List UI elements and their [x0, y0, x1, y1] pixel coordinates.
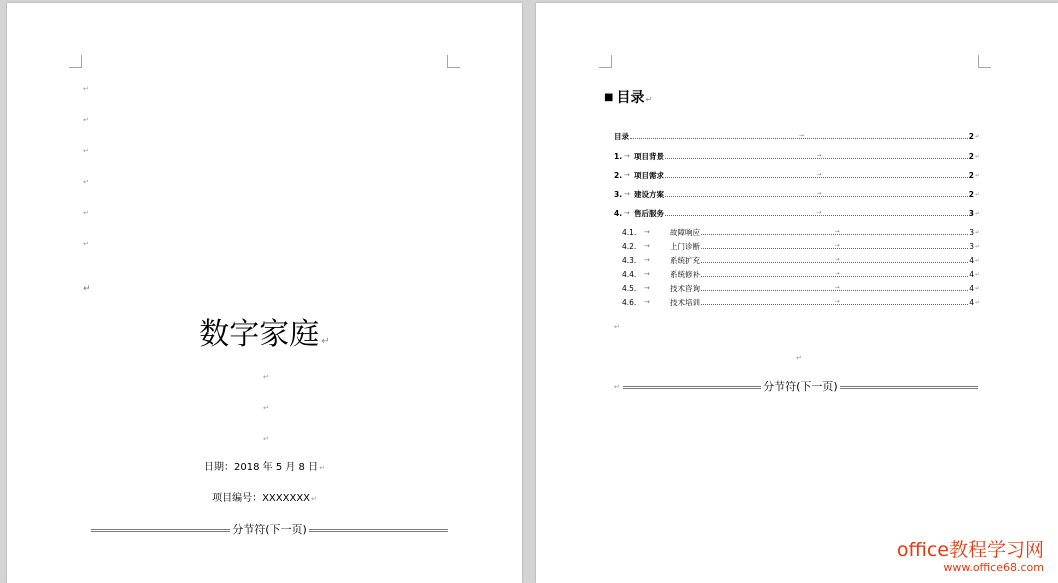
- section-break-rule: [840, 386, 978, 389]
- toc-entry-text: 上门诊断: [670, 242, 700, 251]
- tab-arrow-icon: →: [816, 209, 822, 216]
- tab-arrow-icon: →: [644, 228, 650, 236]
- paragraph-mark-icon: ↵: [974, 271, 980, 278]
- tab-arrow-icon: →: [644, 298, 650, 306]
- tab-arrow-icon: →: [834, 256, 840, 263]
- tab-arrow-icon: →: [816, 152, 822, 159]
- tab-arrow-icon: →: [834, 228, 840, 235]
- tab-arrow-icon: →: [644, 242, 650, 250]
- section-break-rule: [623, 386, 761, 389]
- tab-arrow-icon: →: [624, 209, 630, 217]
- tab-arrow-icon: →: [834, 242, 840, 249]
- toc-page-number: 3: [969, 242, 974, 251]
- toc-leader-dots: [701, 228, 968, 235]
- paragraph-mark-icon: ↵: [974, 257, 980, 264]
- toc-entry-text: 技术培训: [670, 298, 700, 307]
- toc-leader-dots: [665, 171, 968, 178]
- toc-leader-dots: [701, 284, 968, 291]
- tab-arrow-icon: →: [816, 190, 822, 197]
- tab-arrow-icon: →: [834, 284, 840, 291]
- toc-entry-text: 技术咨询: [670, 284, 700, 293]
- document-title[interactable]: [7, 315, 522, 362]
- toc-leader-dots: [665, 209, 968, 216]
- toc-heading[interactable]: [604, 88, 652, 110]
- toc-entry[interactable]: [622, 225, 980, 237]
- tab-arrow-icon: →: [798, 132, 804, 139]
- paragraph-mark-icon: ↵: [645, 95, 653, 104]
- paragraph-mark-icon: ↵: [796, 354, 802, 362]
- toc-entry-number: 4.2.: [622, 242, 637, 251]
- paragraph-mark-icon: ↵: [83, 85, 89, 93]
- toc-page-number: 2: [968, 152, 974, 161]
- toc-entry[interactable]: [622, 239, 980, 251]
- tab-arrow-icon: →: [644, 256, 650, 264]
- toc-entry-text: 售后服务: [634, 209, 664, 218]
- margin-corner-icon: [447, 55, 460, 68]
- toc-page-number: 2: [968, 190, 974, 199]
- date-text: 日期：2018 年 5 月 8 日: [204, 462, 319, 473]
- paragraph-mark-icon: ↵: [974, 153, 980, 160]
- toc-entry-number: 4.5.: [622, 284, 637, 293]
- toc-entry[interactable]: [614, 206, 980, 218]
- toc-entry-text: 项目需求: [634, 171, 664, 180]
- toc-entry-text: 故障响应: [670, 228, 700, 237]
- toc-leader-dots: [701, 270, 968, 277]
- toc-entry-text: 建设方案: [634, 190, 664, 199]
- toc-entry-text: 目录: [614, 132, 629, 141]
- toc-page-number: 4: [969, 284, 974, 293]
- paragraph-mark-icon: ↵: [974, 172, 980, 179]
- toc-entry-number: 1.: [614, 152, 623, 161]
- paragraph-mark-icon: ↵: [263, 373, 269, 381]
- toc-page-number: 3: [968, 209, 974, 218]
- watermark-title: office教程学习网: [896, 539, 1044, 561]
- toc-leader-dots: [701, 256, 968, 263]
- paragraph-mark-icon: ↵: [83, 209, 89, 217]
- section-break-label: 分节符(下一页): [763, 380, 838, 393]
- heading-bullet-icon: ■: [604, 92, 614, 103]
- cover-page: [7, 3, 522, 583]
- toc-entry-number: 4.4.: [622, 270, 637, 279]
- tab-arrow-icon: →: [834, 298, 840, 305]
- document-title-text: 数字家庭: [199, 317, 320, 352]
- toc-entry-number: 3.: [614, 190, 623, 199]
- paragraph-mark-icon: ↵: [321, 336, 330, 347]
- paragraph-mark-icon: ↵: [311, 495, 317, 503]
- toc-entry-number: 4.: [614, 209, 623, 218]
- toc-page-number: 4: [969, 270, 974, 279]
- paragraph-mark-icon: ↵: [263, 435, 269, 443]
- tab-arrow-icon: →: [816, 171, 822, 178]
- tab-arrow-icon: →: [644, 284, 650, 292]
- section-break-label: 分节符(下一页): [232, 523, 307, 536]
- tab-arrow-icon: →: [624, 152, 630, 160]
- tab-arrow-icon: →: [644, 270, 650, 278]
- toc-page-number: 4: [969, 298, 974, 307]
- toc-leader-dots: [665, 152, 968, 159]
- tab-arrow-icon: →: [624, 190, 630, 198]
- toc-entry[interactable]: [614, 187, 980, 199]
- paragraph-mark-icon: ↵: [319, 464, 325, 472]
- watermark-url: www.office68.com: [943, 561, 1044, 574]
- site-watermark: [897, 539, 1044, 575]
- margin-corner-icon: [978, 55, 991, 68]
- toc-heading-text: 目录: [616, 90, 645, 106]
- paragraph-mark-icon: ↵: [974, 285, 980, 292]
- tab-arrow-icon: →: [834, 270, 840, 277]
- toc-entry-text: 系统修补: [670, 270, 700, 279]
- toc-entry-text: 项目背景: [634, 152, 664, 161]
- toc-entry[interactable]: [614, 168, 980, 180]
- paragraph-mark-icon: ↵: [83, 240, 89, 248]
- toc-page-number: 3: [969, 228, 974, 237]
- section-break-rule: [91, 529, 230, 532]
- section-break: [91, 523, 448, 537]
- paragraph-mark-icon: ↵: [974, 133, 980, 140]
- date-line[interactable]: [7, 461, 522, 475]
- toc-leader-dots: [665, 190, 968, 197]
- paragraph-mark-icon: ↵: [83, 116, 89, 124]
- section-break: [614, 380, 978, 394]
- paragraph-mark-icon: ↵: [263, 404, 269, 412]
- section-break-rule: [309, 529, 448, 532]
- toc-entry-number: 4.6.: [622, 298, 637, 307]
- toc-entry-number: 4.1.: [622, 228, 637, 237]
- paragraph-mark-icon: ↵: [974, 210, 980, 217]
- margin-corner-icon: [599, 55, 612, 68]
- margin-corner-icon: [69, 55, 82, 68]
- toc-entry[interactable]: [614, 129, 980, 141]
- paragraph-mark-icon: ↵: [83, 284, 91, 294]
- project-number-line[interactable]: [7, 492, 522, 506]
- toc-entry-text: 系统扩充: [670, 256, 700, 265]
- toc-entry-number: 4.3.: [622, 256, 637, 265]
- toc-page-number: 2: [968, 171, 974, 180]
- paragraph-mark-icon: ↵: [974, 229, 980, 236]
- toc-entry[interactable]: [622, 253, 980, 265]
- toc-entry[interactable]: [622, 267, 980, 279]
- toc-page-number: 2: [968, 132, 974, 141]
- paragraph-mark-icon: ↵: [974, 243, 980, 250]
- toc-leader-dots: [701, 242, 968, 249]
- toc-leader-dots: [630, 132, 968, 139]
- paragraph-mark-icon: ↵: [83, 147, 89, 155]
- toc-entry-number: 2.: [614, 171, 623, 180]
- toc-page-number: 4: [969, 256, 974, 265]
- project-number-text: 项目编号：XXXXXXX: [212, 493, 311, 504]
- toc-entry[interactable]: [614, 149, 980, 161]
- paragraph-mark-icon: ↵: [83, 178, 89, 186]
- toc-leader-dots: [701, 298, 968, 305]
- paragraph-mark-icon: ↵: [974, 191, 980, 198]
- toc-entry[interactable]: [622, 295, 980, 307]
- tab-arrow-icon: →: [624, 171, 630, 179]
- paragraph-mark-icon: ↵: [974, 299, 980, 306]
- toc-entry[interactable]: [622, 281, 980, 293]
- paragraph-mark-icon: ↵: [614, 382, 620, 391]
- toc-page: [536, 3, 1058, 583]
- paragraph-mark-icon: ↵: [614, 323, 620, 331]
